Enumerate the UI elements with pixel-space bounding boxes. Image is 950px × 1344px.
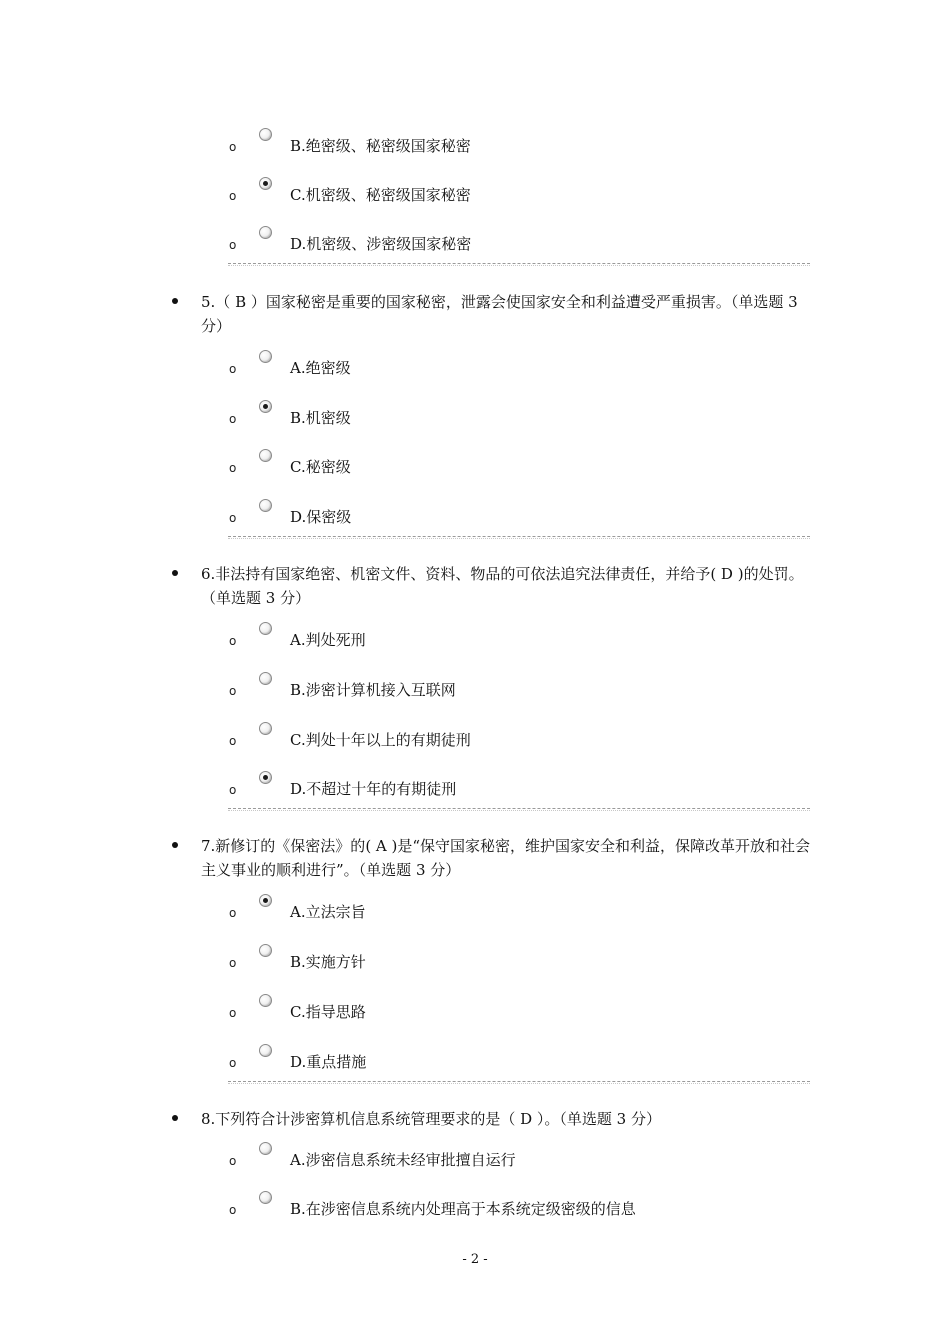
sub-bullet: o [229, 734, 237, 748]
radio-button[interactable] [259, 622, 272, 635]
page-number: - 2 - [462, 1252, 488, 1267]
radio-button[interactable] [259, 1044, 272, 1057]
option-row[interactable] [0, 1044, 950, 1074]
radio-button[interactable] [259, 994, 272, 1007]
question-bullet [172, 570, 178, 576]
question-divider [228, 1081, 810, 1082]
option-label: A.绝密级 [290, 359, 351, 377]
radio-button[interactable] [259, 672, 272, 685]
sub-bullet: o [229, 1203, 237, 1217]
option-row[interactable] [0, 722, 950, 752]
sub-bullet: o [229, 634, 237, 648]
option-row[interactable] [0, 449, 950, 479]
sub-bullet: o [229, 238, 237, 252]
sub-bullet: o [229, 362, 237, 376]
option-row[interactable] [0, 944, 950, 974]
option-row[interactable] [0, 128, 950, 158]
option-label: B.实施方针 [290, 953, 366, 971]
option-label: D.重点措施 [290, 1053, 367, 1071]
option-row[interactable] [0, 1191, 950, 1221]
question-divider [228, 536, 810, 537]
sub-bullet: o [229, 1006, 237, 1020]
question-bullet [172, 298, 178, 304]
sub-bullet: o [229, 412, 237, 426]
question-text: 7.新修订的《保密法》的( A )是“保守国家秘密，维护国家安全和利益，保障改革开放和社会主义事业的顺利进行”。（单选题 3 分） [201, 837, 811, 879]
radio-button[interactable] [259, 894, 272, 907]
sub-bullet: o [229, 189, 237, 203]
option-label: C.判处十年以上的有期徒刑 [290, 731, 471, 749]
option-label: D.机密级、涉密级国家秘密 [290, 235, 472, 253]
option-label: C.机密级、秘密级国家秘密 [290, 186, 471, 204]
option-row[interactable] [0, 1142, 950, 1172]
option-label: B.在涉密信息系统内处理高于本系统定级密级的信息 [290, 1200, 636, 1218]
question-divider [228, 808, 810, 809]
radio-button[interactable] [259, 944, 272, 957]
option-row[interactable] [0, 894, 950, 924]
question-text: 6.非法持有国家绝密、机密文件、资料、物品的可依法追究法律责任，并给予( D )的处罚。（单选题 3 分） [201, 565, 804, 607]
option-row[interactable] [0, 400, 950, 430]
option-row[interactable] [0, 622, 950, 652]
option-label: A.涉密信息系统未经审批擅自运行 [290, 1151, 516, 1169]
question-text: 5.（ B ）国家秘密是重要的国家秘密，泄露会使国家安全和利益遭受严重损害。（单选题 3 分） [201, 293, 798, 335]
radio-button[interactable] [259, 128, 272, 141]
option-label: D.保密级 [290, 508, 352, 526]
radio-button[interactable] [259, 771, 272, 784]
radio-button[interactable] [259, 449, 272, 462]
option-row[interactable] [0, 499, 950, 529]
option-label: C.秘密级 [290, 458, 351, 476]
option-label: A.立法宗旨 [290, 903, 366, 921]
option-row[interactable] [0, 350, 950, 380]
option-row[interactable] [0, 226, 950, 256]
option-row[interactable] [0, 672, 950, 702]
radio-button[interactable] [259, 1142, 272, 1155]
sub-bullet: o [229, 1154, 237, 1168]
sub-bullet: o [229, 783, 237, 797]
sub-bullet: o [229, 140, 237, 154]
sub-bullet: o [229, 461, 237, 475]
option-row[interactable] [0, 771, 950, 801]
option-row[interactable] [0, 994, 950, 1024]
radio-button[interactable] [259, 177, 272, 190]
question-text: 8.下列符合计涉密算机信息系统管理要求的是（ D ）。（单选题 3 分） [201, 1110, 661, 1128]
question-bullet [172, 1115, 178, 1121]
option-label: B.涉密计算机接入互联网 [290, 681, 456, 699]
option-label: A.判处死刑 [290, 631, 366, 649]
sub-bullet: o [229, 906, 237, 920]
radio-button[interactable] [259, 226, 272, 239]
sub-bullet: o [229, 511, 237, 525]
option-label: D.不超过十年的有期徒刑 [290, 780, 457, 798]
option-row[interactable] [0, 177, 950, 207]
question-bullet [172, 842, 178, 848]
sub-bullet: o [229, 1056, 237, 1070]
sub-bullet: o [229, 684, 237, 698]
option-label: B.绝密级、秘密级国家秘密 [290, 137, 471, 155]
option-label: C.指导思路 [290, 1003, 366, 1021]
radio-button[interactable] [259, 499, 272, 512]
radio-button[interactable] [259, 350, 272, 363]
radio-button[interactable] [259, 400, 272, 413]
radio-button[interactable] [259, 722, 272, 735]
radio-button[interactable] [259, 1191, 272, 1204]
option-label: B.机密级 [290, 409, 351, 427]
sub-bullet: o [229, 956, 237, 970]
question-divider [228, 263, 810, 264]
